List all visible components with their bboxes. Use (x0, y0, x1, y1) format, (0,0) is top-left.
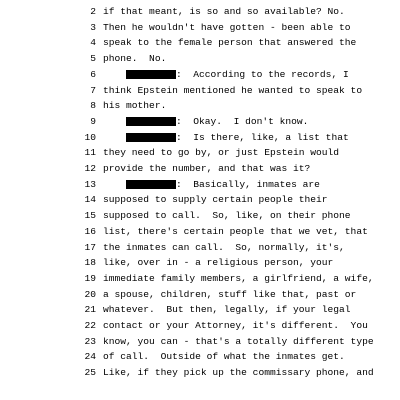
transcript-line (0, 51, 400, 67)
line-text: a spouse, children, stuff like that, past or (103, 288, 357, 300)
transcript-line (0, 114, 400, 130)
transcript-line (0, 83, 400, 99)
transcript-line (0, 318, 400, 334)
transcript-line (0, 98, 400, 114)
line-number: 12 (84, 163, 96, 174)
line-text: know, you can - that's a totally different type (103, 335, 374, 347)
redaction-box (126, 133, 176, 142)
line-text: provide the number, and that was it? (103, 163, 311, 174)
line-text: Like, if they pick up the commissary phone, and (103, 367, 374, 379)
line-text: immediate family members, a girlfriend, a wife, (103, 272, 374, 284)
line-number: 22 (84, 320, 96, 331)
transcript-line (0, 20, 400, 36)
line-number: 10 (84, 131, 96, 143)
redaction-box (126, 180, 176, 189)
transcript-line (0, 192, 400, 208)
line-number: 15 (84, 210, 96, 222)
line-text: phone. No. (103, 53, 167, 65)
line-text: Then he wouldn't have gotten - been able to (103, 21, 351, 33)
line-number: 5 (90, 53, 96, 65)
line-number: 2 (90, 6, 96, 17)
line-number: 14 (84, 194, 96, 206)
transcript-line (0, 208, 400, 224)
line-number: 25 (84, 367, 96, 379)
line-number: 4 (90, 37, 96, 49)
transcript-line (0, 177, 400, 193)
line-text: think Epstein mentioned he wanted to speak to (103, 84, 363, 96)
line-text: his mother. (103, 100, 167, 112)
line-text: whatever. But then, legally, if your legal (103, 304, 351, 316)
transcript-line (0, 67, 400, 83)
line-text: : According to the records, I (176, 68, 349, 80)
redaction-box (126, 117, 176, 126)
line-text: list, there's certain people that we vet, that (103, 225, 368, 237)
line-number: 11 (84, 147, 96, 159)
transcript-line (0, 365, 400, 381)
line-text: like, over in - a religious person, your (103, 257, 334, 269)
line-text: if that meant, is so and so available? No. (103, 6, 345, 17)
line-text: they need to go by, or just Epstein would (103, 147, 340, 159)
line-number: 6 (90, 68, 96, 80)
line-number: 18 (84, 257, 96, 269)
line-text: the inmates can call. So, normally, it's, (103, 241, 345, 253)
line-number: 8 (90, 100, 96, 112)
line-text: of call. Outside of what the inmates get. (103, 351, 345, 363)
line-number: 21 (84, 304, 96, 316)
transcript-line (0, 240, 400, 256)
transcript-line (0, 302, 400, 318)
line-number: 19 (84, 272, 96, 284)
line-text: supposed to supply certain people their (103, 194, 328, 206)
line-text: speak to the female person that answered the (103, 37, 357, 49)
transcript-line (0, 255, 400, 271)
transcript-line (0, 271, 400, 287)
transcript-line (0, 287, 400, 303)
line-number: 20 (84, 288, 96, 300)
line-number: 24 (84, 351, 96, 363)
line-number: 23 (84, 335, 96, 347)
line-number: 9 (90, 115, 96, 127)
transcript-line (0, 224, 400, 240)
transcript-line (0, 334, 400, 350)
transcript-line (0, 130, 400, 146)
transcript-line (0, 349, 400, 365)
line-number: 16 (84, 225, 96, 237)
transcript-line (0, 145, 400, 161)
line-number: 13 (84, 178, 96, 190)
transcript-line (0, 161, 400, 177)
line-text: : Okay. I don't know. (176, 115, 309, 127)
line-text: supposed to call. So, like, on their phone (103, 210, 351, 222)
transcript-line (0, 35, 400, 51)
line-number: 17 (84, 241, 96, 253)
line-number: 3 (90, 21, 96, 33)
transcript-line (0, 4, 400, 20)
line-text: : Is there, like, a list that (176, 131, 349, 143)
redaction-box (126, 70, 176, 79)
line-text: : Basically, inmates are (176, 178, 320, 190)
line-text: contact or your Attorney, it's different. You (103, 320, 368, 331)
line-number: 7 (90, 84, 96, 96)
